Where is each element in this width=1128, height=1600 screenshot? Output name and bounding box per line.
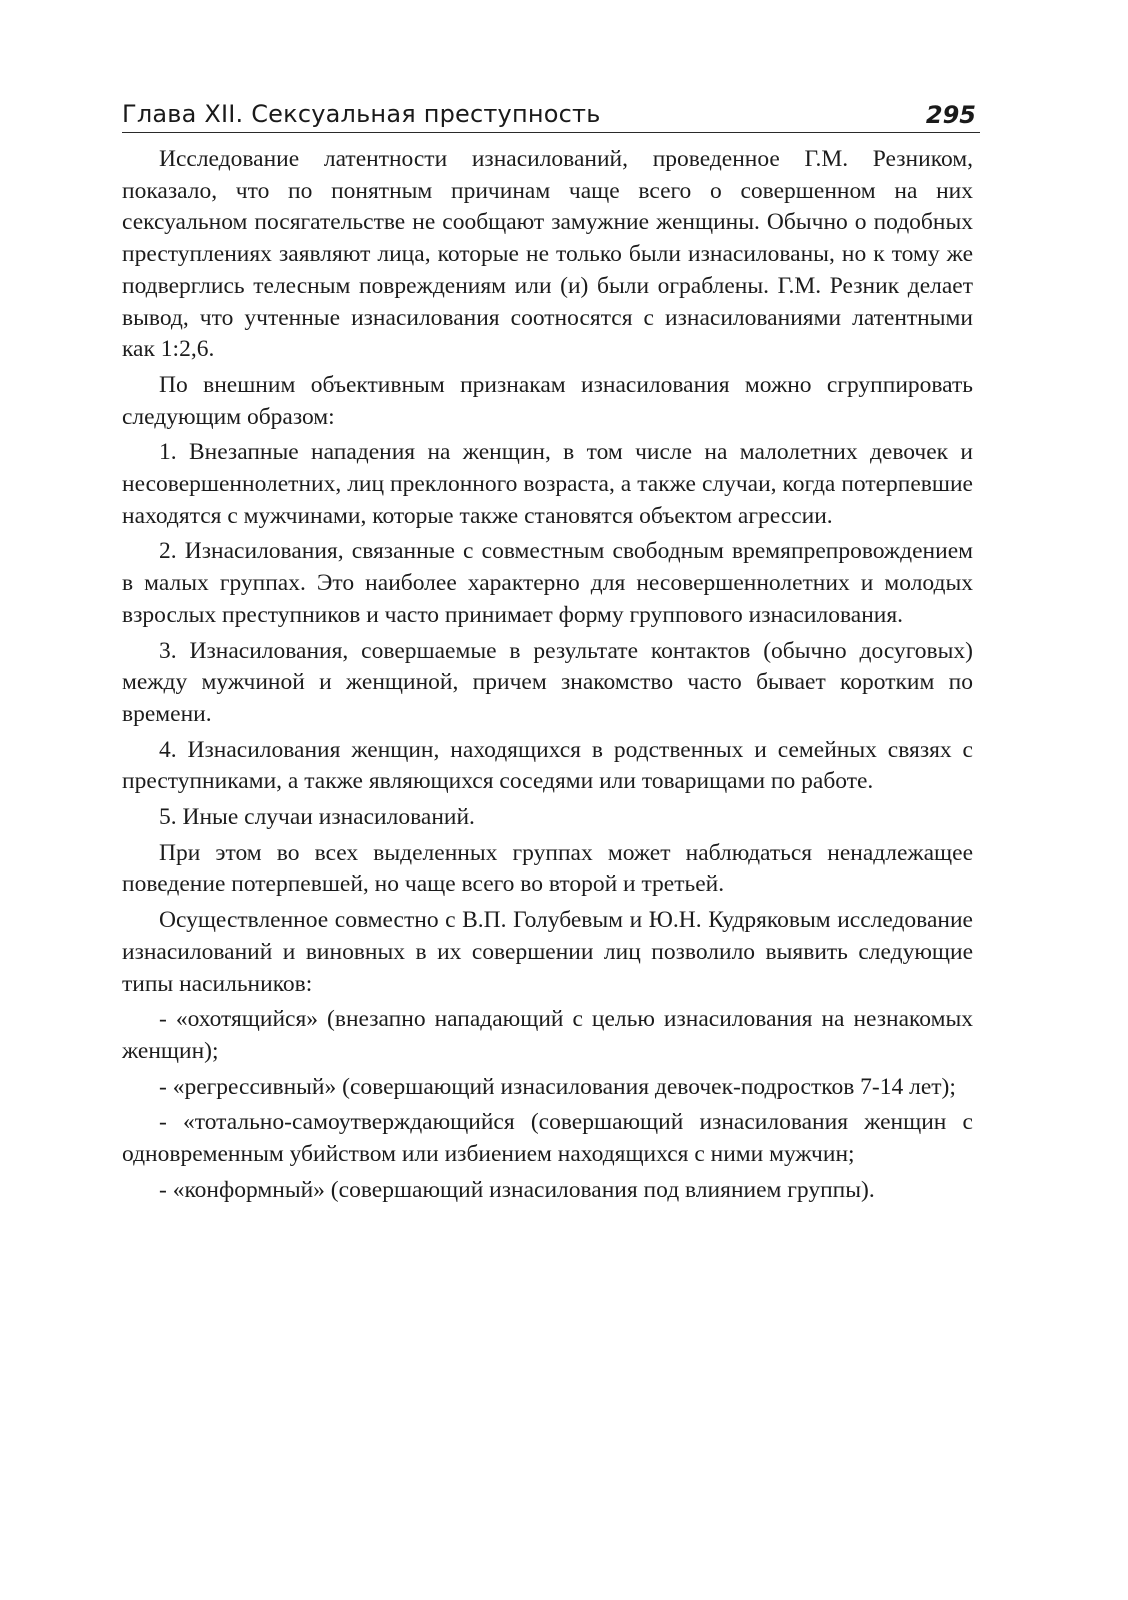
- list-item-type-conformist: - «конформный» (совершающий изнасилования под влиянием группы).: [159, 1176, 875, 1203]
- running-header: [122, 96, 980, 133]
- list-item-type-regressive: - «регрессивный» (совершающий изнасилования девочек-подростков 7-14 лет);: [159, 1073, 956, 1100]
- body-text: [122, 144, 973, 1211]
- list-item-type-self-asserting: - «тотально-самоутверждающийся (совершающий изнасилования женщин с одновременным убийством или избиением находящихся с ними мужчин;: [122, 1109, 973, 1168]
- list-item-group-1: 1. Внезапные нападения на женщин, в том числе на малолетних девочек и несовершеннолетних, лиц преклонного возраста, а также случаи, когда потерпевшие находятся с мужчинами, которые также становятся объектом агрессии.: [122, 439, 973, 529]
- chapter-title: Глава XII. Сексуальная преступность: [122, 100, 601, 128]
- page-number: 295: [925, 101, 976, 129]
- paragraph-grouping-intro: По внешним объективным признакам изнасилования можно сгруппировать следующим образом:: [122, 371, 973, 430]
- list-item-type-hunting: - «охотящийся» (внезапно нападающий с целью изнасилования на незнакомых женщин);: [122, 1006, 973, 1064]
- paragraph-latency-study: Исследование латентности изнасилований, проведенное Г.М. Резником, показало, что по понятным причинам чаще всего о совершенном на них сексуальном посягательстве не сообщают замужние женщины. Обычно о подобных преступлениях заявляют лица, которые не только были изнасилованы, но к тому же подверглись телесным повреждениям или (и) были ограблены. Г.М. Резник делает вывод, что учтенные изнасилования соотносятся с изнасилованиями латентными как 1:2,6.: [122, 146, 973, 363]
- paragraph-victim-behavior: При этом во всех выделенных группах может наблюдаться ненадлежащее поведение потерпевшей, но чаще всего во второй и третьей.: [122, 839, 973, 898]
- paragraph-offender-types-intro: Осуществленное совместно с В.П. Голубевым и Ю.Н. Кудряковым исследование изнасилований и виновных в их совершении лиц позволило выявить следующие типы насильников:: [122, 907, 973, 997]
- list-item-group-3: 3. Изнасилования, совершаемые в результате контактов (обычно досуговых) между мужчиной и женщиной, причем знакомство часто бывает коротким по времени.: [122, 637, 973, 727]
- list-item-group-5: 5. Иные случаи изнасилований.: [159, 804, 475, 831]
- list-item-group-4: 4. Изнасилования женщин, находящихся в родственных и семейных связях с преступниками, а также являющихся соседями или товарищами по работе.: [122, 736, 973, 795]
- list-item-group-2: 2. Изнасилования, связанные с совместным свободным времяпрепровождением в малых группах. Это наиболее характерно для несовершеннолетних и молодых взрослых преступников и часто принимает форму группового изнасилования.: [122, 538, 973, 628]
